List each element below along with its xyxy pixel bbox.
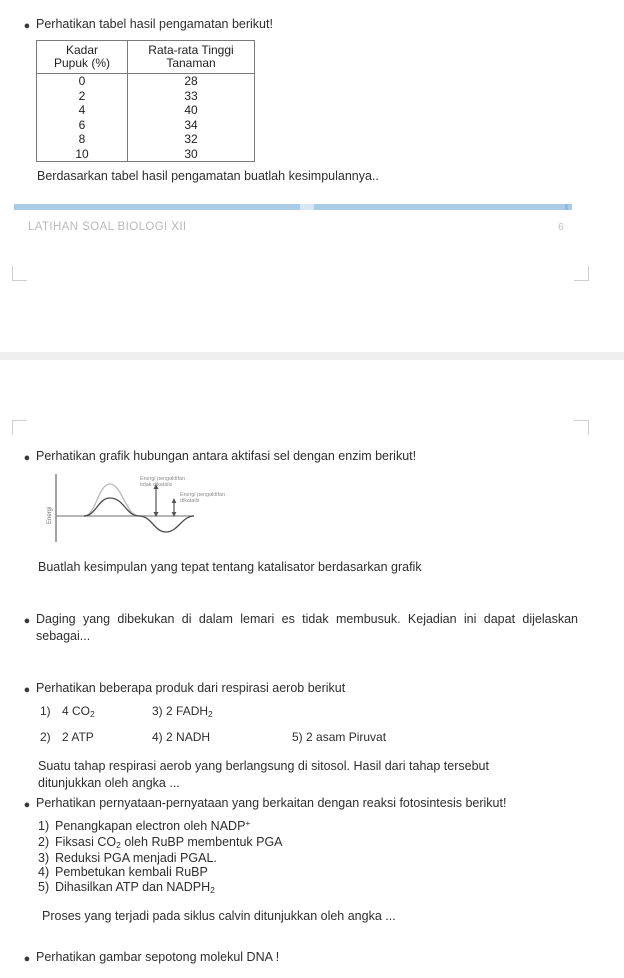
table-row [37, 74, 255, 89]
table-cell-kadar: 6 [37, 118, 128, 133]
photosynthesis-list [38, 819, 283, 896]
question-meat [18, 611, 578, 645]
respiration-product-3-sub: 2 [208, 709, 213, 719]
photosynthesis-item-4 [38, 865, 283, 880]
question-graph-prompt-text: Perhatikan grafik hubungan antara aktifasi sel dengan enzim berikut! [36, 449, 417, 463]
photosynthesis-item-5-text: Dihasilkan ATP dan NADPH [55, 880, 211, 895]
photosynthesis-item-2-text-post: oleh RuBP membentuk PGA [120, 834, 283, 849]
photosynthesis-item-3 [38, 851, 283, 866]
respiration-product-5-number: 5) [292, 730, 303, 744]
respiration-product-1-sub: 2 [90, 709, 95, 719]
respiration-products-grid [40, 704, 480, 756]
photosynthesis-item-1-sup: + [245, 818, 251, 828]
crop-mark-bottom-left-icon [12, 266, 27, 281]
crop-mark-top-right-icon [574, 420, 589, 435]
sitosol-paragraph: Suatu tahap respirasi aerob yang berlangsung di sitosol. Hasil dari tahap tersebut ditunjukkan oleh angka ... [38, 759, 489, 790]
respiration-product-5-text: 2 asam Piruvat [306, 730, 387, 744]
bullet-icon: ● [23, 684, 31, 696]
bullet-icon: ● [23, 799, 31, 811]
table-cell-kadar: 10 [37, 147, 128, 162]
crop-mark-top-left-icon [12, 420, 27, 435]
photosynthesis-item-1-number: 1) [38, 819, 50, 833]
below-graph-text: Buatlah kesimpulan yang tepat tentang katalisator berdasarkan grafik [38, 560, 422, 574]
bullet-icon: ● [23, 953, 31, 965]
table-cell-tinggi: 40 [128, 103, 255, 118]
table-row [37, 118, 255, 133]
table-cell-tinggi: 30 [128, 147, 255, 162]
question-photosynthesis-prompt [18, 795, 598, 814]
table-cell-kadar: 0 [37, 74, 128, 89]
photosynthesis-item-4-text: Pembetukan kembali RuBP [55, 865, 208, 880]
respiration-product-3 [152, 704, 292, 718]
diagram-y-axis-label: Energi [47, 506, 53, 524]
table-cell-kadar: 2 [37, 89, 128, 104]
table-header-row [37, 41, 255, 74]
photosynthesis-item-3-text: Reduksi PGA menjadi PGAL. [55, 850, 217, 865]
table-header-tinggi-line2: Tanaman [166, 56, 216, 70]
slide-page-2 [0, 360, 624, 978]
respiration-product-3-text: 2 FADH [166, 704, 209, 718]
footer-bar-notch [300, 204, 314, 210]
question-respiration-prompt [18, 680, 598, 699]
respiration-product-2 [40, 730, 152, 744]
photosynthesis-item-4-number: 4) [38, 865, 50, 880]
page-separator [0, 352, 624, 360]
table-cell-kadar: 8 [37, 132, 128, 147]
table-cell-tinggi: 34 [128, 118, 255, 133]
footer-page-number: 6 [558, 221, 564, 233]
question-graph-prompt [18, 448, 598, 467]
observation-table [36, 40, 255, 162]
respiration-product-1 [40, 704, 152, 718]
photosynthesis-item-2-sub: 2 [116, 839, 121, 850]
bullet-icon: ● [23, 20, 31, 32]
activation-energy-diagram [44, 472, 259, 544]
respiration-product-1-number: 1) [40, 704, 51, 718]
respiration-products-row-1 [40, 704, 480, 730]
photosynthesis-item-5-number: 5) [38, 880, 50, 895]
question-dna-prompt [18, 949, 598, 968]
question-table-prompt [18, 16, 578, 35]
respiration-product-4 [152, 730, 292, 744]
photosynthesis-item-2-number: 2) [38, 834, 50, 849]
question-meat-text: Daging yang dibekukan di dalam lemari es tidak membusuk. Kejadian ini dapat dijelaskan sebagai... [36, 612, 578, 643]
table-row [37, 89, 255, 104]
table-cell-tinggi: 28 [128, 74, 255, 89]
table-header-kadar [37, 41, 128, 74]
diagram-label-uncatalyzed-line2: tidak dikatalis [140, 482, 173, 488]
table-row [37, 132, 255, 147]
below-table-text: Berdasarkan tabel hasil pengamatan buatlah kesimpulannya.. [37, 169, 379, 183]
question-table-prompt-text: Perhatikan tabel hasil pengamatan berikut! [36, 17, 273, 31]
respiration-product-5 [292, 730, 452, 744]
table-row [37, 103, 255, 118]
table-header-kadar-line2: Pupuk (%) [53, 56, 111, 70]
respiration-product-4-text: 2 NADH [166, 730, 211, 744]
table-header-tinggi [128, 41, 255, 74]
table-body [37, 74, 255, 162]
footer-title: LATIHAN SOAL BIOLOGI XII [28, 221, 187, 233]
diagram-label-catalyzed-line1: Energi pengaktifan [180, 492, 225, 498]
diagram-label-uncatalyzed-line1: Energi pengaktifan [140, 476, 185, 482]
table-row [37, 147, 255, 162]
respiration-product-1-text: 4 CO [62, 704, 91, 718]
table-header-tinggi-line1: Rata-rata Tinggi [148, 43, 234, 57]
photosynthesis-item-2-text: Fiksasi CO [55, 834, 117, 849]
crop-mark-bottom-right-icon [574, 266, 589, 281]
respiration-products-row-2 [40, 730, 480, 756]
respiration-product-3-number: 3) [152, 704, 163, 718]
question-dna-prompt-text: Perhatikan gambar sepotong molekul DNA ! [36, 950, 280, 964]
table-cell-tinggi: 32 [128, 132, 255, 147]
diagram-label-catalyzed-line2: dikatalis [180, 498, 200, 504]
bullet-icon: ● [23, 452, 31, 464]
footer-accent-bar [14, 204, 572, 210]
photosynthesis-item-1-text: Penangkapan electron oleh NADP [55, 819, 246, 833]
photosynthesis-item-2 [38, 835, 283, 851]
slide-page-1 [0, 0, 624, 352]
table-header-kadar-line1: Kadar [65, 43, 99, 57]
table-cell-kadar: 4 [37, 103, 128, 118]
respiration-product-4-number: 4) [152, 730, 163, 744]
bullet-icon: ● [23, 615, 31, 627]
footer-bar-end-cap [565, 204, 568, 210]
calvin-paragraph: Proses yang terjadi pada siklus calvin ditunjukkan oleh angka ... [42, 909, 396, 923]
table-cell-tinggi: 33 [128, 89, 255, 104]
respiration-product-2-text: 2 ATP [62, 730, 94, 744]
question-respiration-prompt-text: Perhatikan beberapa produk dari respirasi aerob berikut [36, 681, 346, 695]
photosynthesis-item-5-sub: 2 [210, 885, 215, 896]
respiration-product-2-number: 2) [40, 730, 51, 744]
photosynthesis-item-5 [38, 880, 283, 896]
question-photosynthesis-prompt-text: Perhatikan pernyataan-pernyataan yang berkaitan dengan reaksi fotosintesis berikut! [36, 796, 507, 810]
photosynthesis-item-3-number: 3) [38, 850, 50, 865]
photosynthesis-item-1 [38, 819, 283, 835]
